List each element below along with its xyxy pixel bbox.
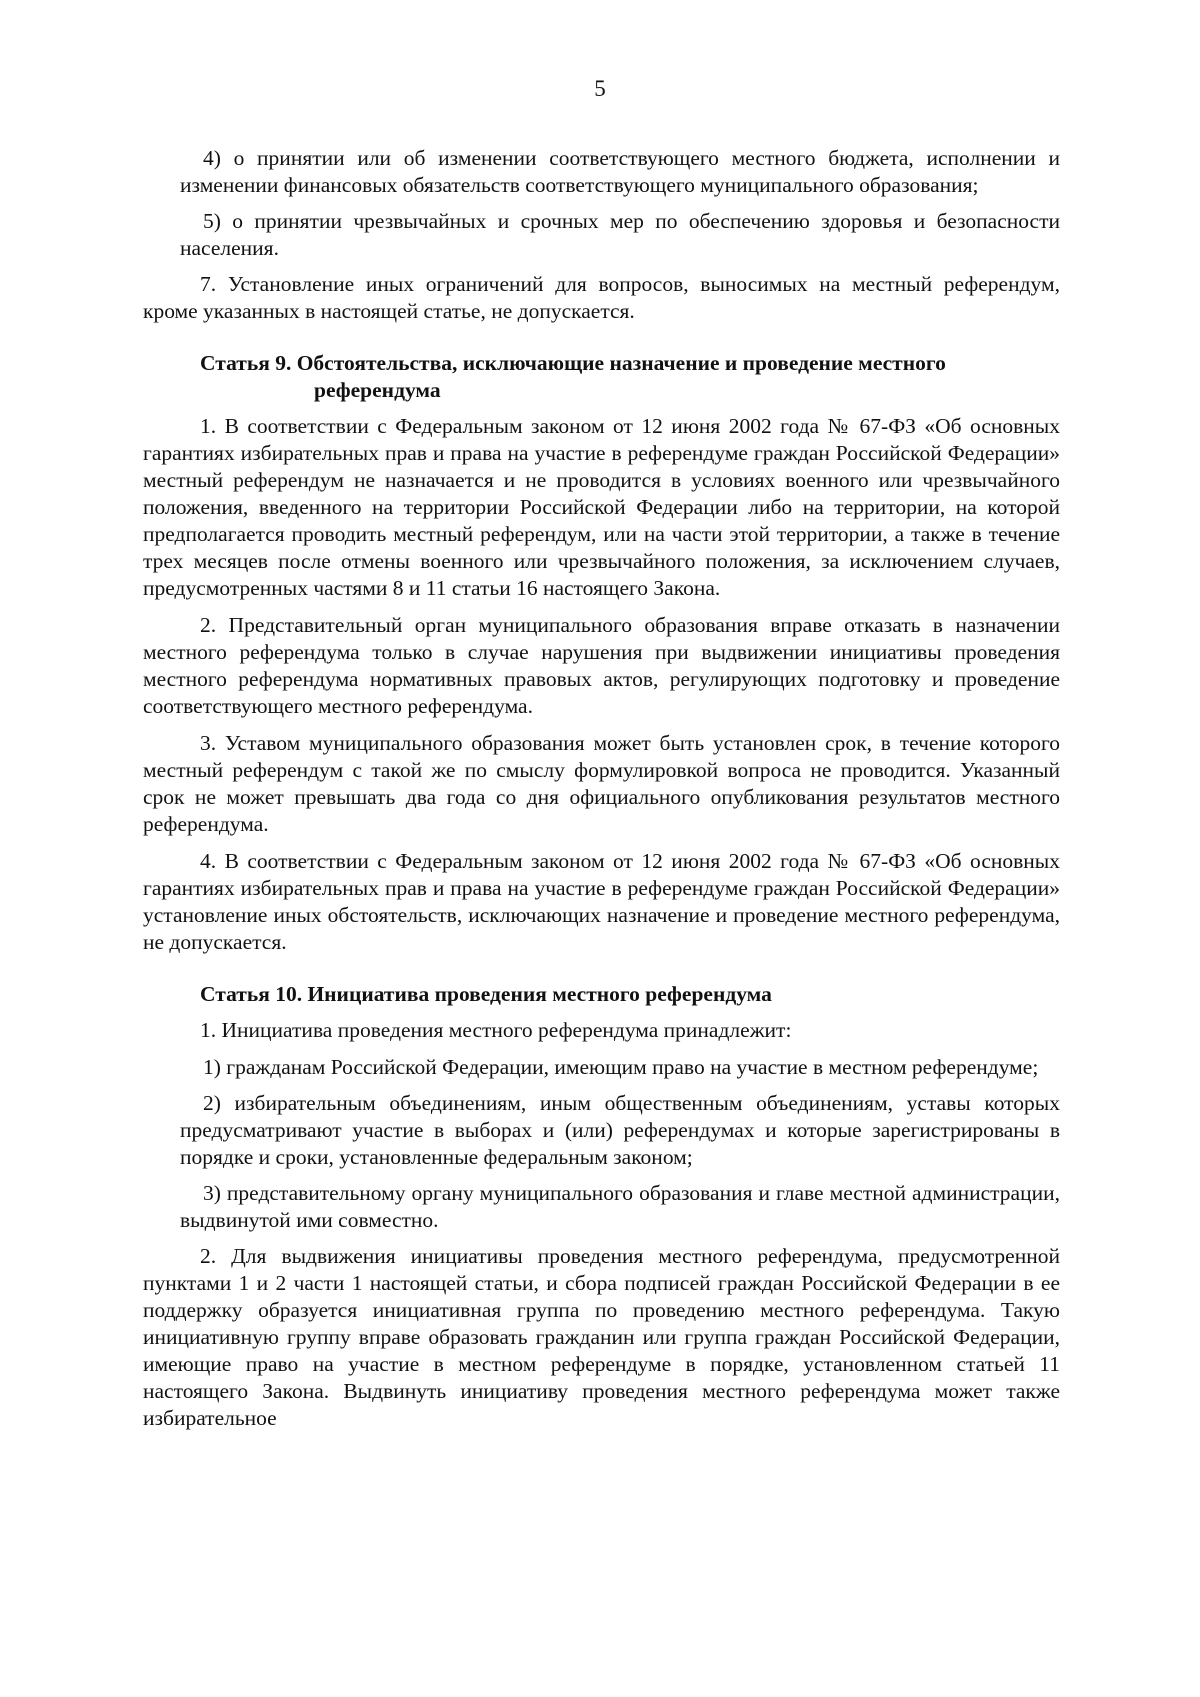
article-10-heading: Статья 10. Инициатива проведения местного референдума <box>200 982 772 1006</box>
article-9-part-2: 2. Представительный орган муниципального образования вправе отказать в назначении местного референдума только в случае нарушения при выдвижении инициативы проведения местного референдума нормативных правовых актов, регулирующих подготовку и проведение соответствующего местного референдума. <box>143 613 1060 718</box>
article-10-part-1: 1. Инициатива проведения местного референдума принадлежит: <box>200 1018 792 1042</box>
article-9-heading-line2: референдума <box>314 378 441 402</box>
article-9-part-1: 1. В соответствии с Федеральным законом от 12 июня 2002 года № 67-ФЗ «Об основных гарантиях избирательных прав и права на участие в референдуме граждан Российской Федерации» местный референдум не назначается и не проводится в условиях военного или чрезвычайного положения, введенного на территории Российской Федерации либо на территории, на которой предполагается проводить местный референдум, или на части этой территории, а также в течение трех месяцев после отмены военного или чрезвычайного положения, за исключением случаев, предусмотренных частями 8 и 11 статьи 16 настоящего Закона. <box>143 414 1060 600</box>
list-item-associations: 2) избирательным объединениям, иным общественным объединениям, уставы которых предусматривают участие в выборах и (или) референдумах и которые зарегистрированы в порядке и сроки, установленные федеральным законом; <box>180 1091 1060 1169</box>
article-10-part-2: 2. Для выдвижения инициативы проведения местного референдума, предусмотренной пунктами 1 и 2 части 1 настоящей статьи, и сбора подписей граждан Российской Федерации в ее поддержку образуется инициативная группа по проведению местного референдума. Такую инициативную группу вправе образовать гражданин или группа граждан Российской Федерации, имеющие право на участие в местном референдуме в порядке, установленном статьей 11 настоящего Закона. Выдвинуть инициативу проведения местного референдума может также избирательное <box>143 1244 1060 1430</box>
list-item-emergency-measures: 5) о принятии чрезвычайных и срочных мер по обеспечению здоровья и безопасности населения. <box>180 209 1060 260</box>
article-9-heading <box>143 350 1060 404</box>
list-item-budget: 4) о принятии или об изменении соответствующего местного бюджета, исполнении и изменении финансовых обязательств соответствующего муниципального образования; <box>180 146 1060 197</box>
list-item-citizens: 1) гражданам Российской Федерации, имеющим право на участие в местном референдуме; <box>203 1055 1039 1079</box>
document-body <box>143 145 1060 1442</box>
article-9-part-4: 4. В соответствии с Федеральным законом от 12 июня 2002 года № 67-ФЗ «Об основных гарантиях избирательных прав и права на участие в референдуме граждан Российской Федерации» установление иных обстоятельств, исключающих назначение и проведение местного референдума, не допускается. <box>143 849 1060 954</box>
article-9-part-3: 3. Уставом муниципального образования может быть установлен срок, в течение которого местный референдум с такой же по смыслу формулировкой вопроса не проводится. Указанный срок не может превышать два года со дня официального опубликования результатов местного референдума. <box>143 731 1060 836</box>
article-9-heading-line1: Статья 9. Обстоятельства, исключающие назначение и проведение местного <box>200 351 946 375</box>
page-number: 5 <box>594 76 606 101</box>
paragraph-other-restrictions: 7. Установление иных ограничений для вопросов, выносимых на местный референдум, кроме указанных в настоящей статье, не допускается. <box>143 272 1060 323</box>
list-item-representative-body: 3) представительному органу муниципального образования и главе местной администрации, выдвинутой ими совместно. <box>180 1181 1060 1232</box>
